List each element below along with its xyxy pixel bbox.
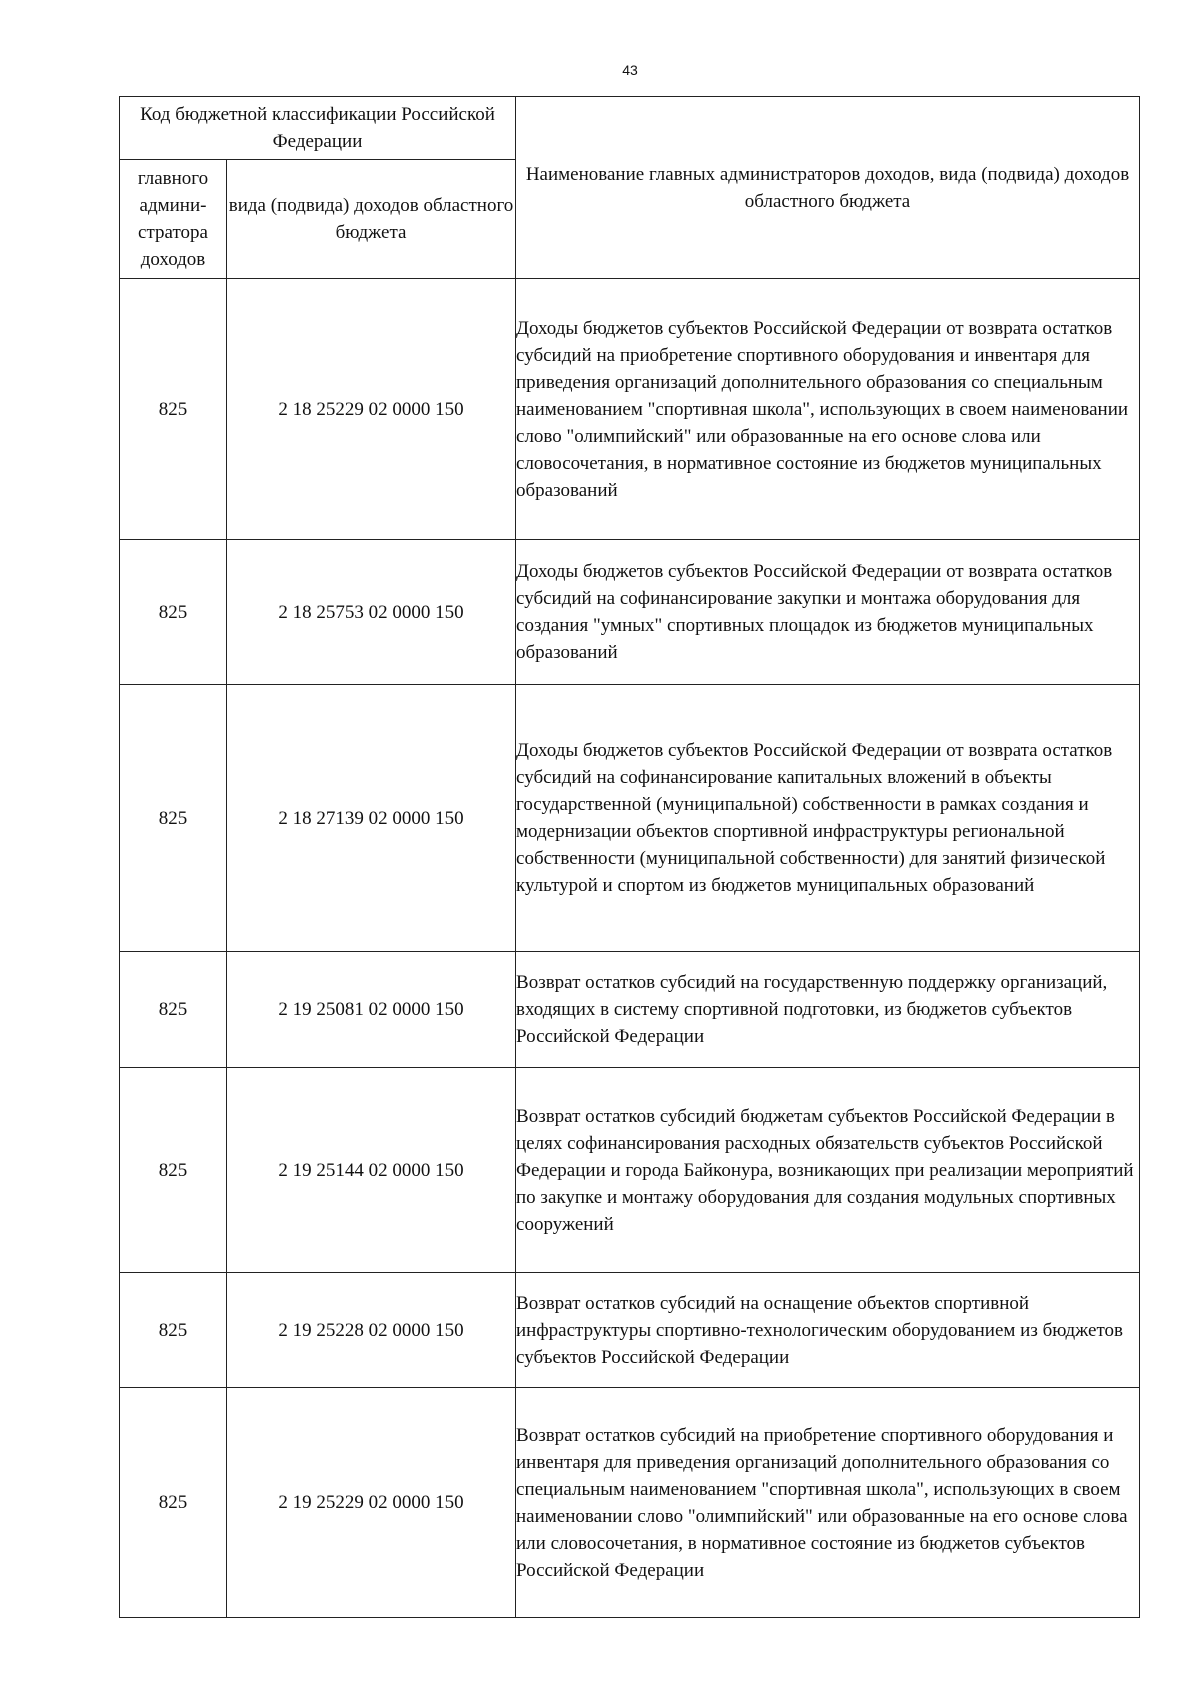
revenue-name-cell: Возврат остатков субсидий на государственную поддержку организаций, входящих в систему спортивной подготовки, из бюджетов субъектов Российской Федерации	[516, 952, 1140, 1068]
table-row	[120, 1388, 1140, 1618]
revenue-code-cell: 2 18 25753 02 0000 150	[227, 540, 516, 685]
revenue-code-cell: 2 18 27139 02 0000 150	[227, 685, 516, 952]
revenue-name-cell: Доходы бюджетов субъектов Российской Федерации от возврата остатков субсидий на приобретение спортивного оборудования и инвентаря для приведения организаций дополнительного образования со специальным наименованием "спортивная школа", использующих в своем наименовании слово "олимпийский" или образованные на его основе слова или словосочетания, в нормативное состояние из бюджетов муниципальных образований	[516, 279, 1140, 540]
revenue-code-cell: 2 19 25228 02 0000 150	[227, 1273, 516, 1388]
table-row	[120, 1068, 1140, 1273]
admin-code-cell: 825	[120, 1068, 227, 1273]
admin-code-cell: 825	[120, 952, 227, 1068]
admin-code-cell: 825	[120, 279, 227, 540]
revenue-code-cell: 2 19 25144 02 0000 150	[227, 1068, 516, 1273]
table-row	[120, 540, 1140, 685]
admin-code-cell: 825	[120, 540, 227, 685]
table-body	[120, 279, 1140, 1618]
revenue-code-cell: 2 18 25229 02 0000 150	[227, 279, 516, 540]
page-number: 43	[622, 62, 638, 78]
revenue-name-cell: Возврат остатков субсидий на приобретение спортивного оборудования и инвентаря для приведения организаций дополнительного образования со специальным наименованием "спортивная школа", использующих в своем наименовании слово "олимпийский" или образованные на его основе слова или словосочетания, в нормативное состояние из бюджетов субъектов Российской Федерации	[516, 1388, 1140, 1618]
header-budget-classification-code: Код бюджетной классификации Российской Федерации	[120, 97, 516, 160]
revenue-name-cell: Возврат остатков субсидий бюджетам субъектов Российской Федерации в целях софинансирования расходных обязательств субъектов Российской Федерации и города Байконура, возникающих при реализации мероприятий по закупке и монтажу оборудования для создания модульных спортивных сооружений	[516, 1068, 1140, 1273]
revenue-code-cell: 2 19 25229 02 0000 150	[227, 1388, 516, 1618]
admin-code-cell: 825	[120, 1388, 227, 1618]
table-row	[120, 1273, 1140, 1388]
budget-classification-table	[119, 96, 1140, 1618]
table-row	[120, 685, 1140, 952]
table-row	[120, 279, 1140, 540]
header-administrator-name: Наименование главных администраторов доходов, вида (подвида) доходов областного бюджета	[516, 97, 1140, 279]
header-revenue-type-code: вида (подвида) доходов областного бюджета	[227, 160, 516, 279]
revenue-name-cell: Возврат остатков субсидий на оснащение объектов спортивной инфраструктуры спортивно-технологическим оборудованием из бюджетов субъектов Российской Федерации	[516, 1273, 1140, 1388]
revenue-name-cell: Доходы бюджетов субъектов Российской Федерации от возврата остатков субсидий на софинансирование закупки и монтажа оборудования для создания "умных" спортивных площадок из бюджетов муниципальных образований	[516, 540, 1140, 685]
revenue-name-cell: Доходы бюджетов субъектов Российской Федерации от возврата остатков субсидий на софинансирование капитальных вложений в объекты государственной (муниципальной) собственности в рамках создания и модернизации объектов спортивной инфраструктуры региональной собственности (муниципальной собственности) для занятий физической культурой и спортом из бюджетов муниципальных образований	[516, 685, 1140, 952]
admin-code-cell: 825	[120, 685, 227, 952]
admin-code-cell: 825	[120, 1273, 227, 1388]
header-main-administrator: главного админи-стратора доходов	[120, 160, 227, 279]
table-row	[120, 952, 1140, 1068]
table-header	[120, 97, 1140, 279]
revenue-code-cell: 2 19 25081 02 0000 150	[227, 952, 516, 1068]
